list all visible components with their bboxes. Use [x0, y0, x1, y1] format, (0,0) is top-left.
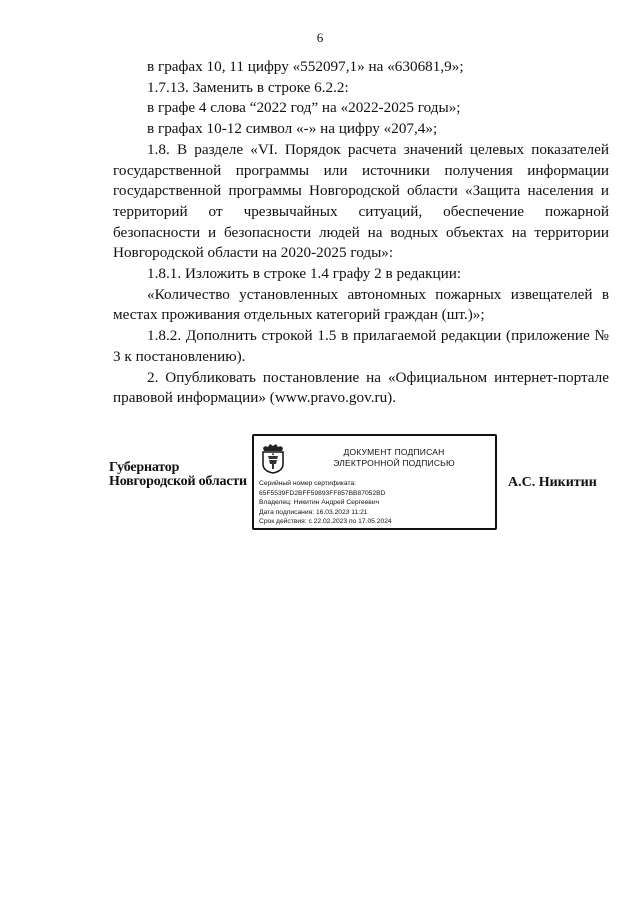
coat-of-arms-icon: [260, 442, 286, 474]
paragraph-graph-4: в графе 4 слова “2022 год” на «2022-2025 годы»;: [147, 99, 461, 117]
page-number: 6: [316, 30, 324, 45]
e-signature-stamp: [252, 434, 497, 530]
stamp-title: [294, 447, 494, 469]
signer-name: А.С. Никитин: [508, 475, 597, 490]
paragraph-1-8-2: 1.8.2. Дополнить строкой 1.5 в прилагаемой редакции (приложение № 3 к постановлению).: [113, 327, 609, 365]
stamp-serial-value: 65F5539FD2BFF59893FF857BB87052BD: [259, 489, 386, 497]
paragraph-2-publish: 2. Опубликовать постановление на «Официальном интернет-портале правовой информации» (www.pravo.gov.ru).: [113, 368, 609, 407]
paragraph-graphs-10-11: в графах 10, 11 цифру «552097,1» на «630681,9»;: [147, 58, 464, 75]
paragraph-1-7-13: 1.7.13. Заменить в строке 6.2.2:: [147, 78, 349, 96]
stamp-certificate-info: [259, 479, 392, 527]
stamp-validity: Срок действия: с 22.02.2023 по 17.05.2024: [259, 518, 392, 525]
stamp-signed-date: Дата подписания: 16.03.2023 11:21: [259, 508, 368, 516]
signer-title: [109, 461, 247, 489]
paragraph-quote: «Количество установленных автономных пожарных извещателей в местах проживания отдельных категорий граждан (шт.)»;: [113, 285, 609, 324]
paragraph-graphs-10-12: в графах 10-12 символ «-» на цифру «207,4»;: [147, 120, 438, 138]
stamp-title-line2: ЭЛЕКТРОННОЙ ПОДПИСЬЮ: [333, 458, 455, 468]
document-body: [113, 57, 609, 409]
signer-title-line2: Новгородской области: [109, 474, 247, 489]
stamp-title-line1: ДОКУМЕНТ ПОДПИСАН: [343, 447, 445, 457]
paragraph-1-8-1: 1.8.1. Изложить в строке 1.4 графу 2 в редакции:: [147, 265, 462, 283]
signer-title-line1: Губернатор: [109, 460, 180, 475]
paragraph-1-8: 1.8. В разделе «VI. Порядок расчета значений целевых показателей государственной программы или источники получения информации государственной программы Новгородской области «Защита населения и территорий от чрезвычайных ситуаций, обеспечение пожарной безопасности и безопасности людей на водных объектах на территории Новгородской области на 2020-2025 годы»:: [113, 140, 609, 262]
stamp-owner: Владелец: Никитин Андрей Сергеевич: [259, 499, 380, 506]
stamp-serial-label: Серийный номер сертификата:: [259, 480, 357, 487]
